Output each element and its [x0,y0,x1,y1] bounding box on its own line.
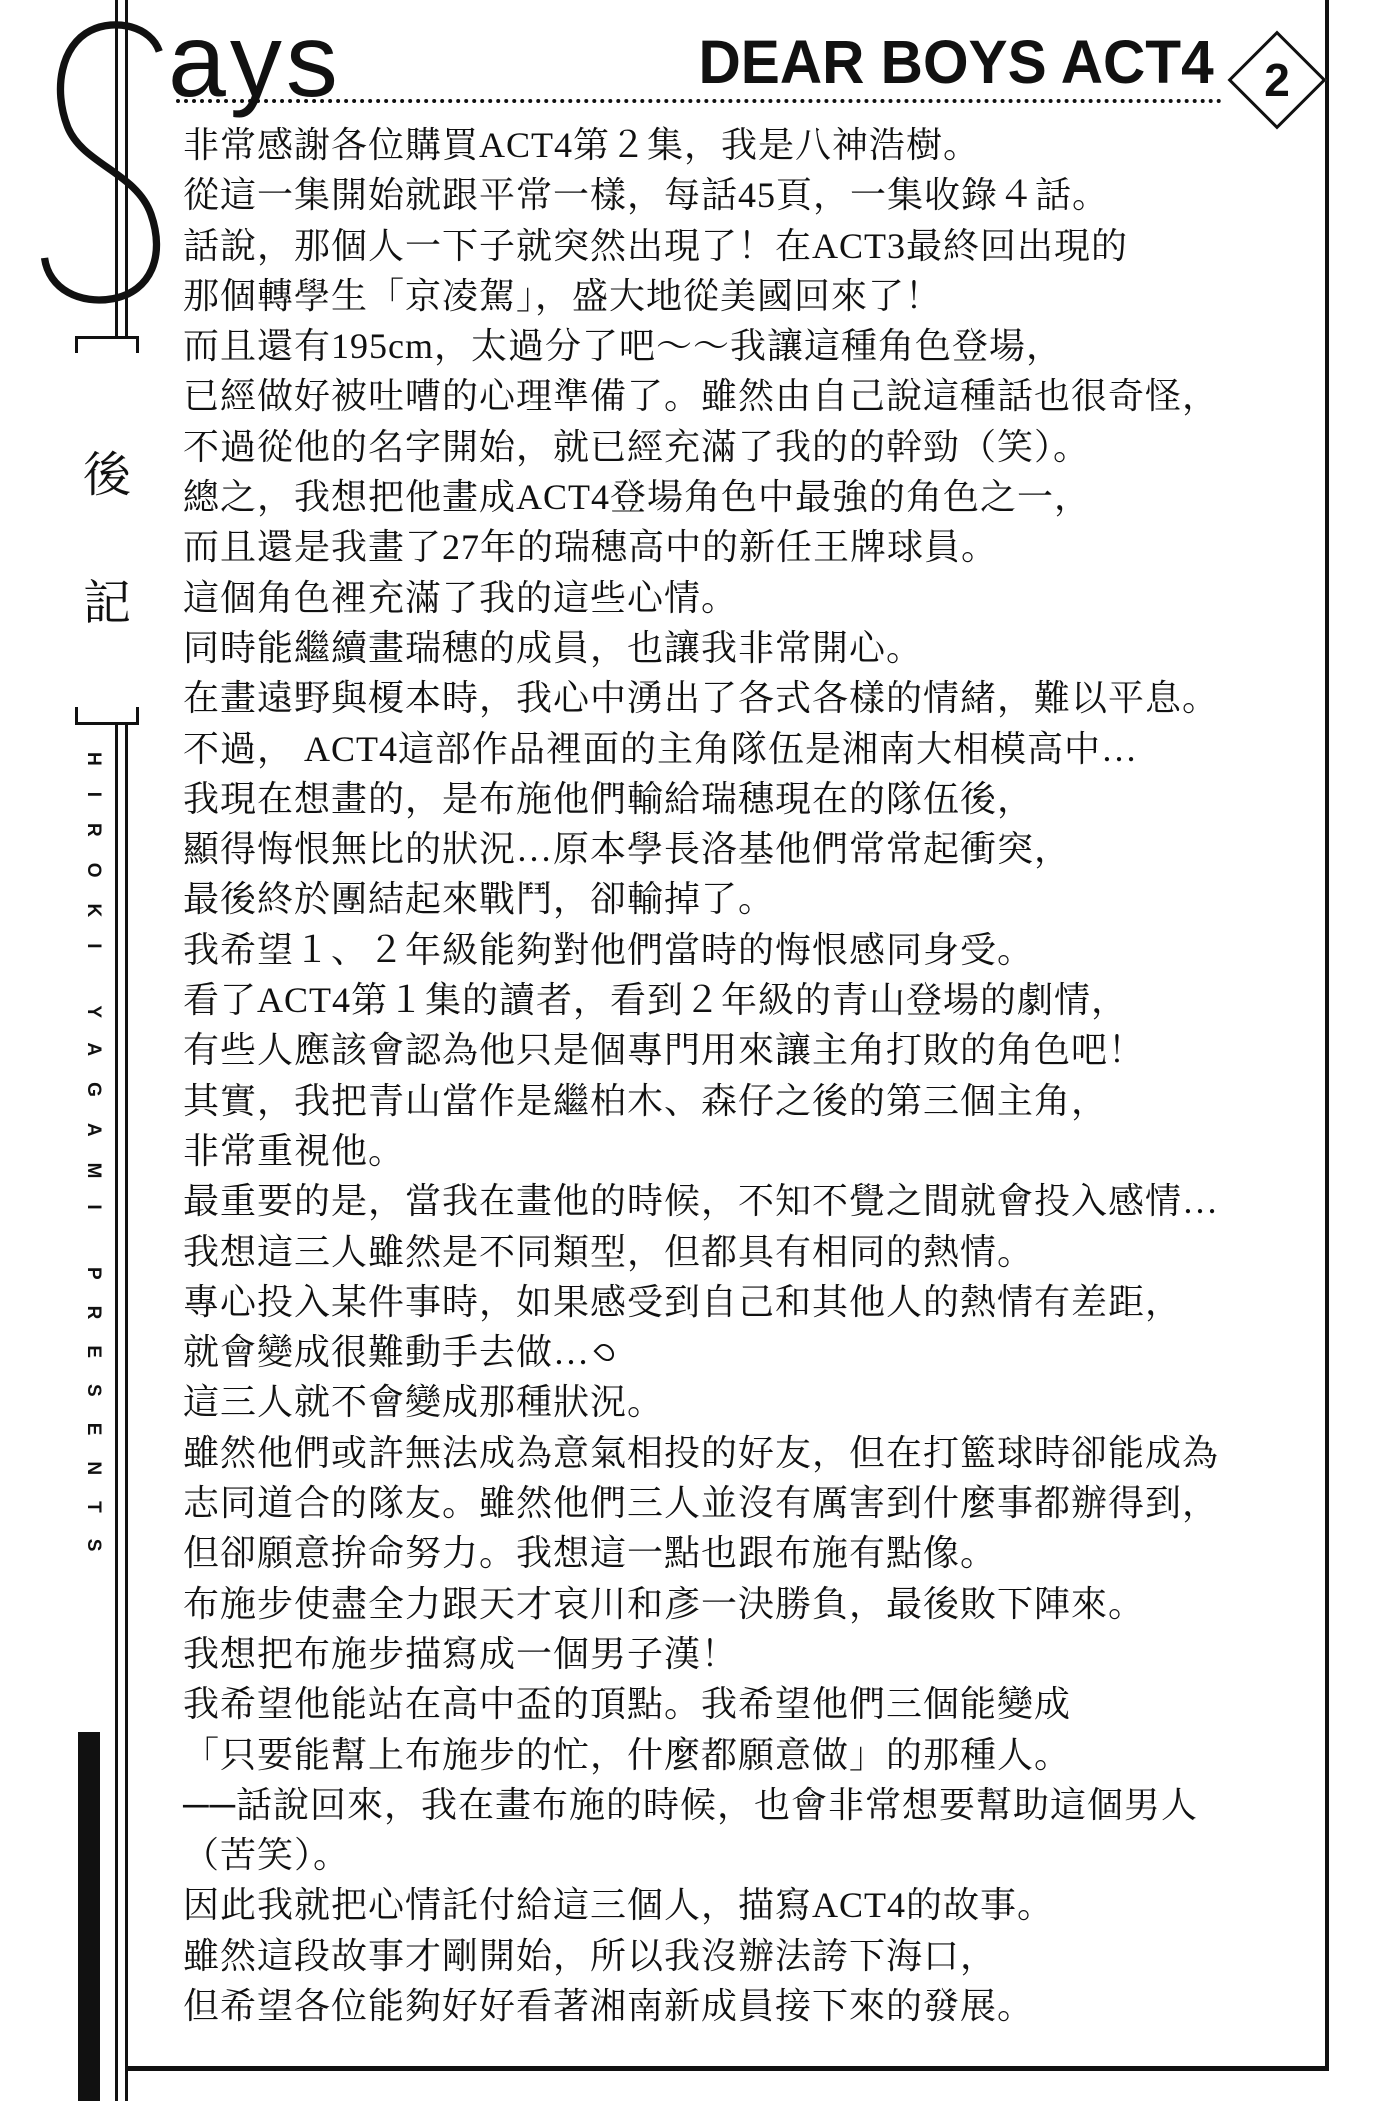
afterword-line [183,1428,1323,1478]
rail-cap-top-tick-left [75,336,78,353]
afterword-line-text: 非常重視他。 [183,1130,406,1171]
afterword-line [183,1981,1323,2031]
afterword-line [183,1880,1323,1930]
afterword-line-text: 志同道合的隊友。雖然他們三人並沒有厲害到什麼事都辦得到， [183,1483,1220,1524]
rail-line-bottom-right [125,725,128,2101]
afterword-line-text: 而且還是我畫了27年的瑞穗高中的新任王牌球員。 [183,527,999,568]
afterword-line-text: 這三人就不會變成那種狀況。 [183,1382,665,1423]
volume-number: 2 [1264,54,1290,106]
afterword-line [183,1076,1323,1126]
afterword-line-text: 因此我就把心情託付給這三個人，描寫ACT4的故事。 [183,1885,1055,1926]
afterword-line [183,422,1323,472]
afterword-line-text: 非常感謝各位購買ACT4第２集，我是八神浩樹。 [183,125,981,165]
afterword-line-text: 「只要能幫上布施步的忙，什麼都願意做」的那種人。 [183,1734,1072,1775]
afterword-line-text: 從這一集開始就跟平常一樣，每話45頁，一集收錄４話。 [183,175,1110,216]
afterword-line [183,1931,1323,1981]
afterword-line-text: 我想這三人雖然是不同類型，但都具有相同的熱情。 [183,1231,1035,1272]
afterword-line-text: ──話說回來，我在畫布施的時候，也會非常想要幫助這個男人 [183,1784,1199,1825]
afterword-line [183,824,1323,874]
afterword-line [183,1528,1323,1578]
afterword-line-text: 雖然這段故事才剛開始，所以我沒辦法誇下海口， [183,1935,998,1976]
afterword-line-text: 同時能繼續畫瑞穗的成員，也讓我非常開心。 [183,627,924,668]
afterword-line [183,120,1323,170]
afterword-line-text: 就會變成很難動手去做… [183,1332,591,1373]
sweat-drop-icon [593,1341,617,1365]
afterword-line [183,724,1323,774]
afterword-line-text: 看了ACT4第１集的讀者，看到２年級的青山登場的劇情， [183,980,1129,1021]
afterword-line [183,522,1323,572]
afterword-line-text: 我希望他能站在高中盃的頂點。我希望他們三個能變成 [183,1684,1072,1725]
afterword-line-text: 總之，我想把他畫成ACT4登場角色中最強的角色之一， [183,477,1092,518]
afterword-line [183,874,1323,924]
afterword-line-text: 話說，那個人一下子就突然出現了！在ACT3最終回出現的 [183,225,1129,266]
afterword-line [183,371,1323,421]
afterword-line-text: 而且還有195cm，太過分了吧～～我讓這種角色登場， [183,326,1063,367]
afterword-line [183,573,1323,623]
afterword-line-text: 我希望１、２年級能夠對他們當時的悔恨感同身受。 [183,929,1035,970]
afterword-line-text: 不過， ACT4這部作品裡面的主角隊伍是湘南大相模高中… [183,728,1139,769]
afterword-line [183,170,1323,220]
afterword-line [183,1327,1323,1377]
afterword-line [183,623,1323,673]
afterword-line [183,673,1323,723]
afterword-line-text: 已經做好被吐嘈的心理準備了。雖然由自己說這種話也很奇怪， [183,376,1220,417]
afterword-line [183,1730,1323,1780]
rail-line-bottom-left [115,725,118,2101]
afterword-line-text: 我想把布施步描寫成一個男子漢！ [183,1633,739,1674]
afterword-line [183,1227,1323,1277]
afterword-label-char-1: 後 [82,449,131,502]
afterword-line [183,1679,1323,1729]
afterword-line-text: 這個角色裡充滿了我的這些心情。 [183,577,739,618]
big-s-letter [34,16,174,308]
series-title: DEAR BOYS ACT4 [698,28,1214,96]
afterword-line [183,925,1323,975]
afterword-line-text: 布施步使盡全力跟天才哀川和彥一決勝負，最後敗下陣來。 [183,1583,1146,1624]
author-presents-vertical-text: HIROKI YAGAMI PRESENTS [83,752,104,1578]
afterword-label-char-2: 記 [82,577,131,630]
afterword-line [183,1377,1323,1427]
side-black-bar [78,1732,100,2101]
afterword-line [183,271,1323,321]
afterword-line-text: 顯得悔恨無比的狀況…原本學長洛基他們常常起衝突， [183,829,1072,870]
afterword-line [183,1478,1323,1528]
afterword-text-block [183,120,1323,2031]
afterword-line-text: 雖然他們或許無法成為意氣相投的好友，但在打籃球時卻能成為 [183,1432,1220,1473]
afterword-line [183,1830,1323,1880]
afterword-line [183,1629,1323,1679]
afterword-line [183,1780,1323,1830]
rail-cap-top-tick-right [136,336,139,353]
afterword-line-text: 最後終於團結起來戰鬥，卻輸掉了。 [183,879,776,920]
afterword-line-text: 但希望各位能夠好好看著湘南新成員接下來的發展。 [183,1985,1035,2026]
afterword-line [183,221,1323,271]
rail-cap-bottom-bar [75,722,139,725]
afterword-line-text: 其實，我把青山當作是繼柏木、森仔之後的第三個主角， [183,1080,1109,1121]
says-label: ays [168,3,342,119]
afterword-line [183,1579,1323,1629]
afterword-line [183,321,1323,371]
afterword-line [183,1025,1323,1075]
afterword-line-text: 不過從他的名字開始，就已經充滿了我的的幹勁（笑）。 [183,426,1091,467]
afterword-line-text: 最重要的是，當我在畫他的時候，不知不覺之間就會投入感情… [183,1181,1220,1222]
afterword-line-text: 在畫遠野與榎本時，我心中湧出了各式各樣的情緒，難以平息。 [183,678,1220,719]
afterword-line-text: （苦笑）。 [183,1835,351,1876]
afterword-line [183,975,1323,1025]
afterword-line-text: 我現在想畫的，是布施他們輸給瑞穗現在的隊伍後， [183,778,1035,819]
afterword-line-text: 那個轉學生「京凌駕」，盛大地從美國回來了！ [183,275,943,316]
afterword-line [183,1176,1323,1226]
afterword-line-text: 但卻願意拚命努力。我想這一點也跟布施有點像。 [183,1533,998,1574]
rail-cap-top-bar [75,336,139,339]
dotted-rule [176,99,1222,103]
afterword-line [183,1126,1323,1176]
afterword-line [183,774,1323,824]
afterword-line [183,472,1323,522]
afterword-line-text: 有些人應該會認為他只是個專門用來讓主角打敗的角色吧！ [183,1030,1146,1071]
afterword-line [183,1277,1323,1327]
afterword-line-text: 專心投入某件事時，如果感受到自己和其他人的熱情有差距， [183,1281,1183,1322]
